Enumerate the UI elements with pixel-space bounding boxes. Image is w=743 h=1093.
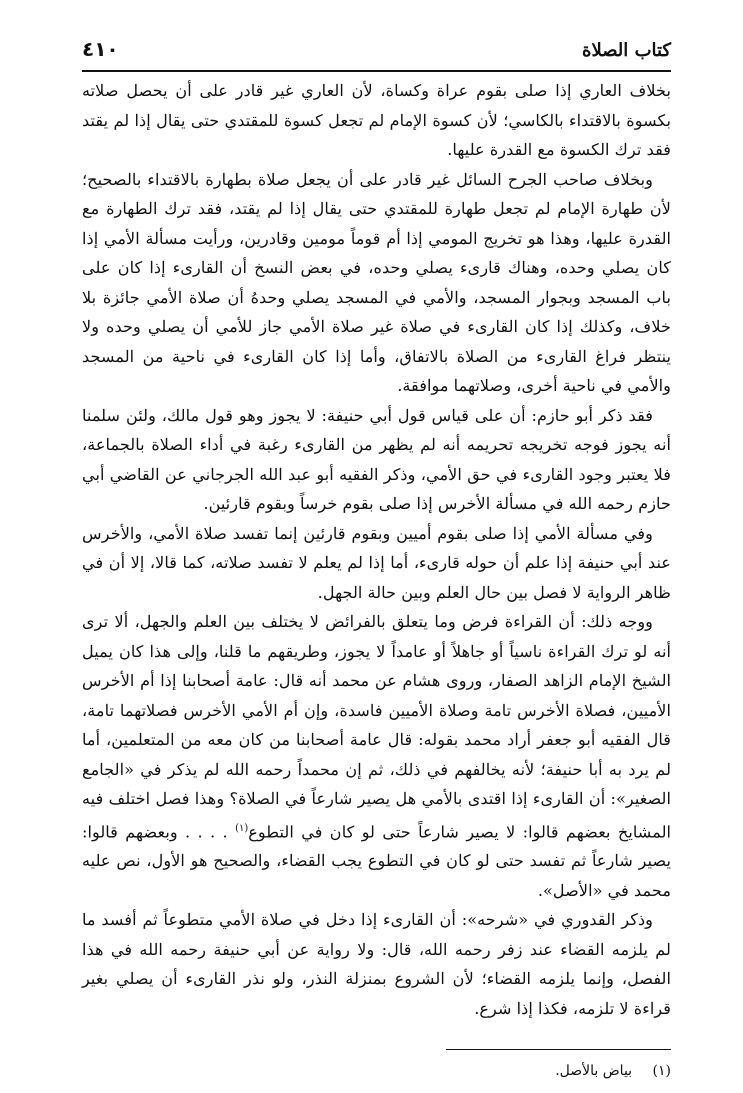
paragraph-text-tail: . . . . وبعضهم قالوا: يصير شارعاً ثم تفسد حتى لو كان في التطوع يجب القضاء، والصحيح هو الأول، نص عليه محمد في «الأصل».: [82, 821, 671, 900]
paragraph: وبخلاف صاحب الجرح السائل غير قادر على أن يجعل صلاة بطهارة بالاقتداء بالصحيح؛ لأن طهارة الإمام لم تجعل طهارة للمقتدي حتى يقال إذا لم يقتد، فقد ترك الطهارة مع القدرة عليها، وهذا هو تخريج المومي إذا أم قوماً مومين وقادرين، ورأيت مسألة الأمي إذا كان يصلي وحده، وهناك قارىء يصلي وحده، في بعض النسخ أن القارىء إذا كان على باب المسجد وبجوار المسجد، والأمي في المسجد يصلي وحدهُ أن صلاة الأمي جائزة بلا خلاف، وكذلك إذا كان القارىء في صلاة غير صلاة الأمي جاز للأمي أن يصلي وحده ولا ينتظر فراغ القارىء من الصلاة بالاتفاق، وأما إذا كان القارىء في ناحية من المسجد والأمي في ناحية أخرى، وصلاتهما موافقة.: [82, 169, 671, 395]
paragraph: وفي مسألة الأمي إذا صلى بقوم أميين وبقوم قارئين إنما تفسد صلاة الأمي، والأخرس عند أبي حنيفة إذا علم أن حوله قارىء، أما إذا لم يعلم لا تفسد صلاته، كما قالا، إلا أن في ظاهر الرواية لا فصل بين حال العلم وبين حالة الجهل.: [82, 523, 671, 602]
paragraph-text: ووجه ذلك: أن القراءة فرض وما يتعلق بالفرائض لا يختلف بين العلم والجهل، ألا ترى أنه لو ترك القراءة ناسياً أو جاهلاً أو عامداً لا يجوز، وطريقهم ما قلنا، وإلى هذا كان يميل الشيخ الإمام الزاهد الصفار، وروى هشام عن محمد أنه قال: عامة أصحابنا إذا أم الأخرس الأميين، فصلاة الأخرس تامة وصلاة الأميين فاسدة، وإن أم الأمي الأخرس فصلاتهما تامة، قال الفقيه أبو جعفر أراد محمد بقوله: قال عامة أصحابنا من كان معه من المتعلمين، أما لم يرد به أبا حنيفة؛ لأنه يخالفهم في ذلك، ثم إن محمداً رحمه الله لم يذكر في «الجامع الصغير»: أن القارىء إذا اقتدى بالأمي هل يصير شارعاً في الصلاة؟ وهذا فصل اختلف فيه المشايخ بعضهم قالوا: لا يصير شارعاً حتى لو كان في التطوع: [82, 612, 671, 841]
paragraph: بخلاف العاري إذا صلى بقوم عراة وكساة، لأن العاري غير قادر على أن يحصل صلاته بكسوة بالاقتداء بالكاسي؛ لأن كسوة الإمام لم تجعل كسوة للمقتدي حتى يقال إذا لم يقتد فقد ترك الكسوة مع القدرة عليها.: [82, 81, 671, 159]
footnote-marker: (١): [235, 822, 249, 834]
paragraph: فقد ذكر أبو حازم: أن على قياس قول أبي حنيفة: لا يجوز وهو قول مالك، ولئن سلمنا أنه يجوز فوجه تخريجه تحريمه أنه لم يظهر من القارىء رغبة في أداء الصلاة بالجماعة، فلا يعتبر وجود القارىء في حق الأمي، وذكر الفقيه أبو عبد الله الجرجاني عن القاضي أبي حازم رحمه الله في مسألة الأخرس إذا صلى بقوم خرساً وبقوم قارئين.: [82, 405, 671, 513]
footnote: [82, 1060, 671, 1082]
footnote-divider: [446, 1049, 671, 1050]
page-number: ٤١٠: [82, 37, 119, 61]
paragraph: [82, 607, 671, 905]
footnote-number: (١): [652, 1063, 671, 1080]
paragraph: وذكر القدوري في «شرحه»: أن القارىء إذا دخل في صلاة الأمي متطوعاً ثم أفسد ما لم يلزمه القضاء عند زفر رحمه الله، قال: ولا رواية عن أبي حنيفة رحمه الله في هذا الفصل، وإنما يلزمه القضاء؛ لأن الشروع بمنزلة النذر، ولو نذر القارىء أن يصلي بغير قراءة لا تلزمه، فكذا إذا شرع.: [82, 910, 671, 1018]
header-divider: [82, 70, 671, 72]
footnote-text: بياض بالأصل.: [555, 1063, 633, 1080]
main-text: [82, 76, 671, 1023]
page-title: كتاب الصلاة: [582, 40, 671, 61]
page-header: [82, 36, 671, 64]
